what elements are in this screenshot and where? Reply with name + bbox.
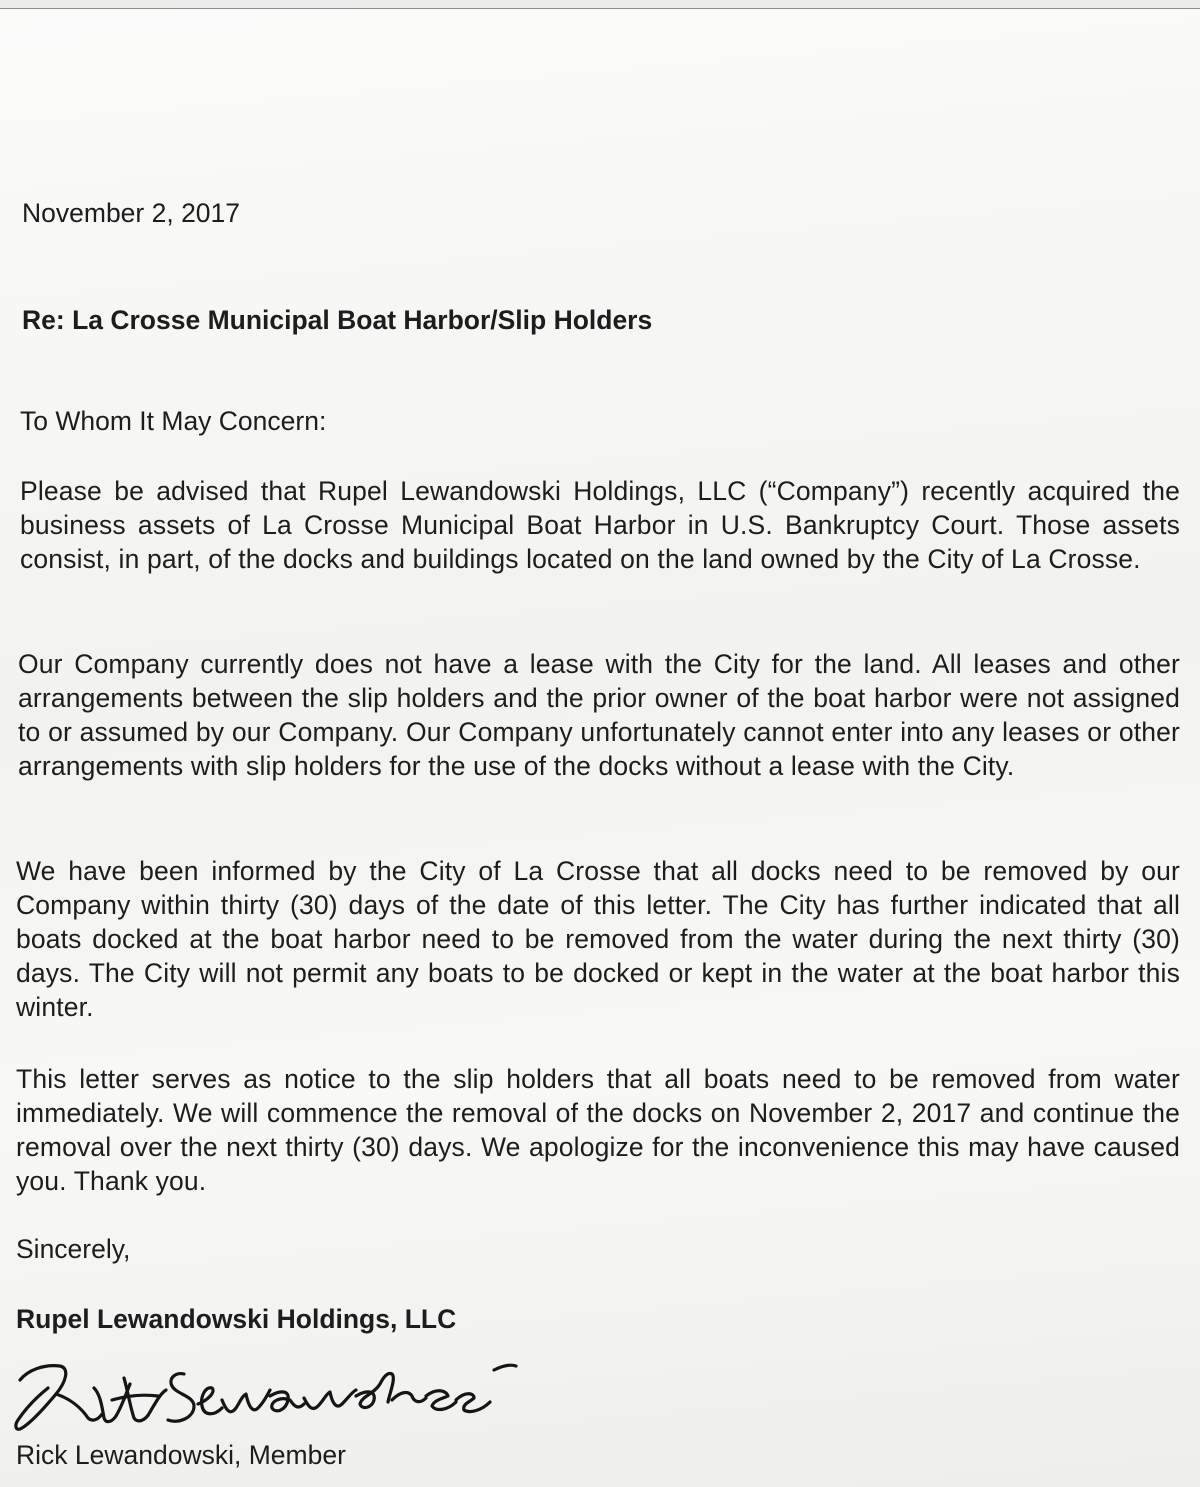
letter-date: November 2, 2017 [22,198,241,228]
handwritten-signature [8,1344,528,1434]
letter-closing: Sincerely, [16,1234,131,1264]
sender-company: Rupel Lewandowski Holdings, LLC [16,1304,457,1334]
signer-name-title: Rick Lewandowski, Member [16,1440,346,1470]
paper-top-edge [0,0,1200,9]
letter-paragraph-2: Our Company currently does not have a lease with the City for the land. All leases and other arrangements between the slip holders and the prior owner of the boat harbor were not assigned to or assumed by our Company. Our Company unfortunately cannot enter into any leases or other arrangements with slip holders for the use of the docks without a lease with the City. [18,649,1180,781]
letter-subject: Re: La Crosse Municipal Boat Harbor/Slip Holders [22,305,653,335]
letter-paragraph-4: This letter serves as notice to the slip holders that all boats need to be removed from water immediately. We will commence the removal of the docks on November 2, 2017 and continue the removal over the next thirty (30) days. We apologize for the inconvenience this may have caused you. Thank you. [16,1064,1180,1196]
letter-paragraph-1: Please be advised that Rupel Lewandowski Holdings, LLC (“Company”) recently acquired the business assets of La Crosse Municipal Boat Harbor in U.S. Bankruptcy Court. Those assets consist, in part, of the docks and buildings located on the land owned by the City of La Crosse. [20,476,1180,574]
letter-paragraph-3: We have been informed by the City of La Crosse that all docks need to be removed by our Company within thirty (30) days of the date of this letter. The City has further indicated that all boats docked at the boat harbor need to be removed from the water during the next thirty (30) days. The City will not permit any boats to be docked or kept in the water at the boat harbor this winter. [16,856,1180,1022]
letter-salutation: To Whom It May Concern: [20,406,327,436]
